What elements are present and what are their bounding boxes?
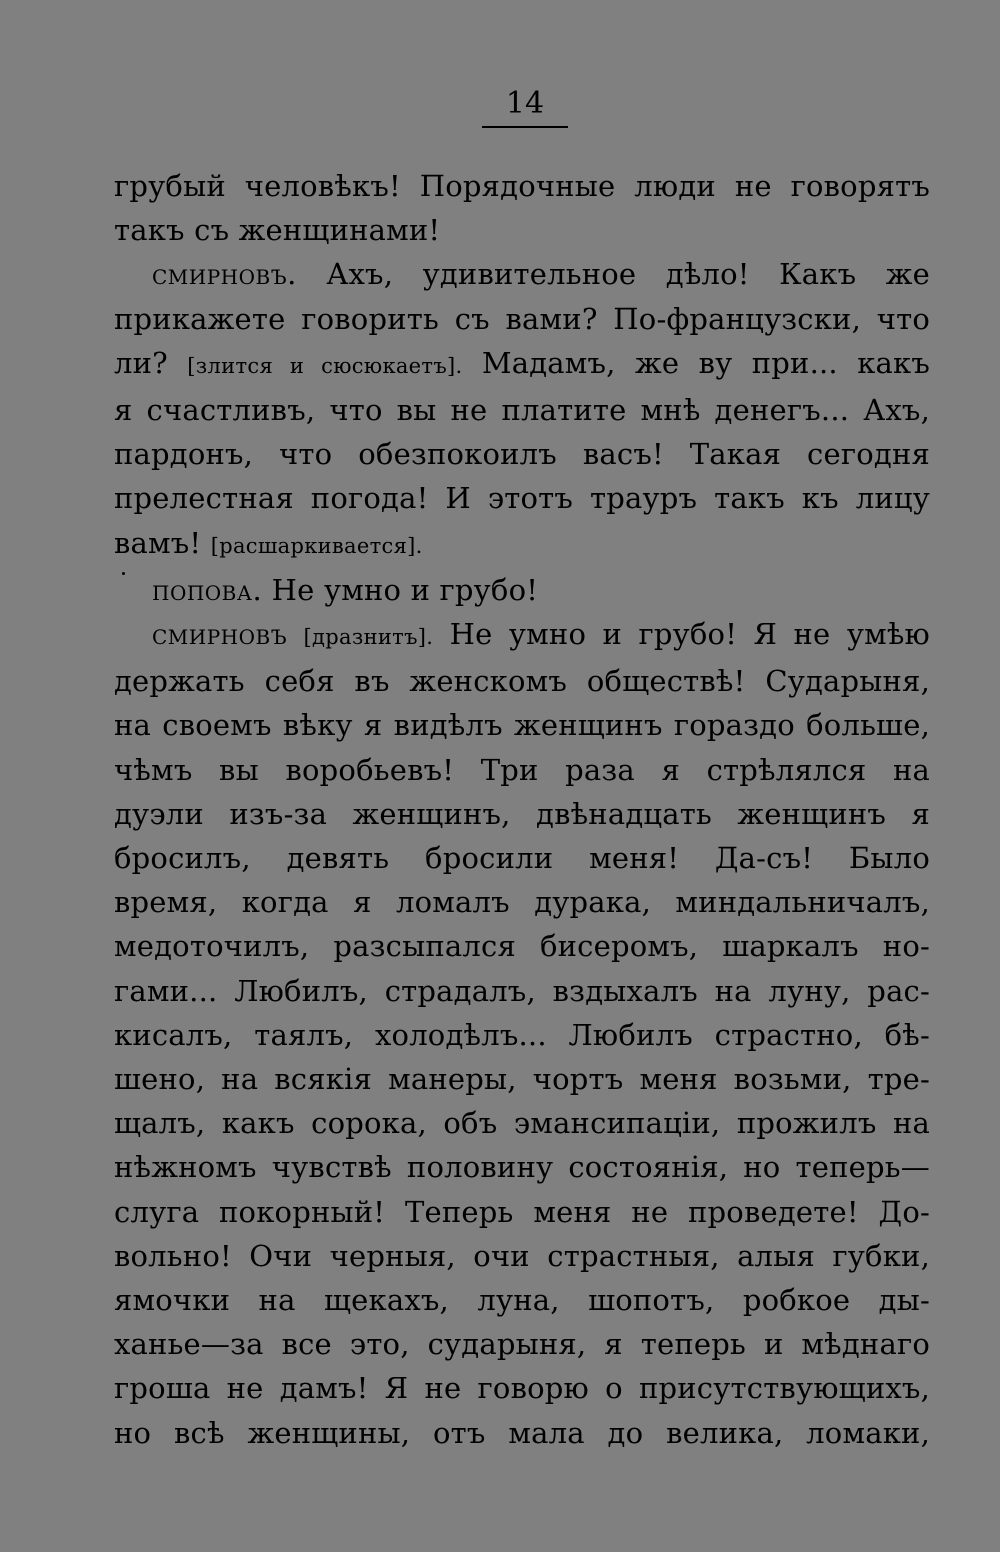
text-line: [114, 476, 930, 520]
text-line: [114, 208, 930, 252]
line-text: ямочки на щекахъ, луна, шопотъ, робкое ды-: [114, 1283, 930, 1318]
text-line: [114, 924, 930, 968]
line-text: Ахъ, удивительное дѣло! Какъ же: [296, 257, 930, 292]
stage-direction: [злится и сюсюкаетъ].: [187, 353, 463, 378]
line-text: нѣжномъ чувствѣ половину состоянія, но теперь—: [114, 1150, 930, 1185]
line-text: шено, на всякія манеры, чортъ меня возьми, тре-: [114, 1062, 930, 1097]
text-line: [114, 1145, 930, 1189]
page-number: 14: [505, 86, 545, 121]
text-line: [114, 252, 930, 296]
line-text-after: Мадамъ, же ву при... какъ: [462, 345, 930, 380]
text-line: [114, 1234, 930, 1278]
line-text: такъ съ женщинами!: [114, 213, 441, 248]
text-line: [114, 297, 930, 341]
speaker-name: смирновъ: [152, 617, 288, 652]
speaker-name: смирновъ.: [152, 257, 297, 292]
text-line: [114, 341, 930, 388]
line-text: слуга покорный! Теперь меня не проведете! До-: [114, 1194, 930, 1229]
page-number-rule: [482, 126, 568, 128]
text-line: [114, 703, 930, 747]
line-text: вольно! Очи черныя, очи страстныя, алыя губки,: [114, 1238, 930, 1273]
line-text: держать себя въ женскомъ обществѣ! Сударыня,: [114, 664, 930, 699]
line-text: дуэли изъ-за женщинъ, двѣнадцать женщинъ я: [114, 796, 930, 831]
text-line: [114, 748, 930, 792]
line-text: на своемъ вѣку я видѣлъ женщинъ гораздо больше,: [114, 708, 930, 743]
text-line: [114, 612, 930, 659]
line-text: медоточилъ, разсыпался бисеромъ, шаркалъ но-: [114, 929, 930, 964]
line-text: бросилъ, девять бросили меня! Да-съ! Было: [114, 841, 930, 876]
text-line: [114, 1366, 930, 1410]
text-line: [114, 836, 930, 880]
line-text: гроша не дамъ! Я не говорю о присутствующихъ,: [114, 1371, 930, 1406]
text-line: [114, 792, 930, 836]
line-text: ханье—за все это, сударыня, я теперь и мѣднаго: [114, 1327, 930, 1362]
line-text: прикажете говорить съ вами? По-французски, что: [114, 301, 930, 336]
text-line: [114, 1322, 930, 1366]
line-text: [287, 617, 303, 651]
text-line: [114, 1190, 930, 1234]
text-line: [114, 1411, 930, 1455]
text-line: [114, 1101, 930, 1145]
line-text: кисалъ, таялъ, холодѣлъ... Любилъ страстно, бѣ-: [114, 1017, 930, 1052]
text-line: [114, 1013, 930, 1057]
line-text: вамъ!: [114, 525, 211, 560]
stage-direction: [дразнитъ].: [303, 625, 434, 650]
text-line: [114, 969, 930, 1013]
line-text: я счастливъ, что вы не платите мнѣ денегъ... Ахъ,: [114, 393, 930, 428]
line-text: но всѣ женщины, отъ мала до велика, ломаки,: [114, 1415, 930, 1450]
text-line: [114, 659, 930, 703]
line-text: прелестная погода! И этотъ трауръ такъ къ лицу: [114, 481, 930, 516]
line-text: Не умно и грубо!: [262, 572, 539, 607]
text-block: [114, 164, 930, 1455]
line-text: щалъ, какъ сорока, объ эмансипаціи, прожилъ на: [114, 1106, 930, 1141]
text-line: [114, 432, 930, 476]
line-text: время, когда я ломалъ дурака, миндальничалъ,: [114, 885, 930, 920]
speaker-name: попова.: [152, 572, 263, 607]
text-line: [114, 388, 930, 432]
text-line: [114, 1278, 930, 1322]
line-text: грубый человѣкъ! Порядочные люди не говорятъ: [114, 169, 930, 203]
line-text: чѣмъ вы воробьевъ! Три раза я стрѣлялся на: [114, 752, 930, 787]
line-text: гами... Любилъ, страдалъ, вздыхалъ на луну, рас-: [114, 973, 930, 1008]
stage-direction: [расшаркивается].: [210, 533, 423, 558]
text-line: [114, 164, 930, 208]
line-text-after: Не умно и грубо! Я не умѣю: [433, 617, 930, 652]
line-text: пардонъ, что обезпокоилъ васъ! Такая сегодня: [114, 437, 930, 472]
line-text: ли?: [114, 345, 188, 380]
text-line: [114, 521, 930, 568]
text-line: [114, 568, 930, 612]
text-line: [114, 1057, 930, 1101]
text-line: [114, 880, 930, 924]
